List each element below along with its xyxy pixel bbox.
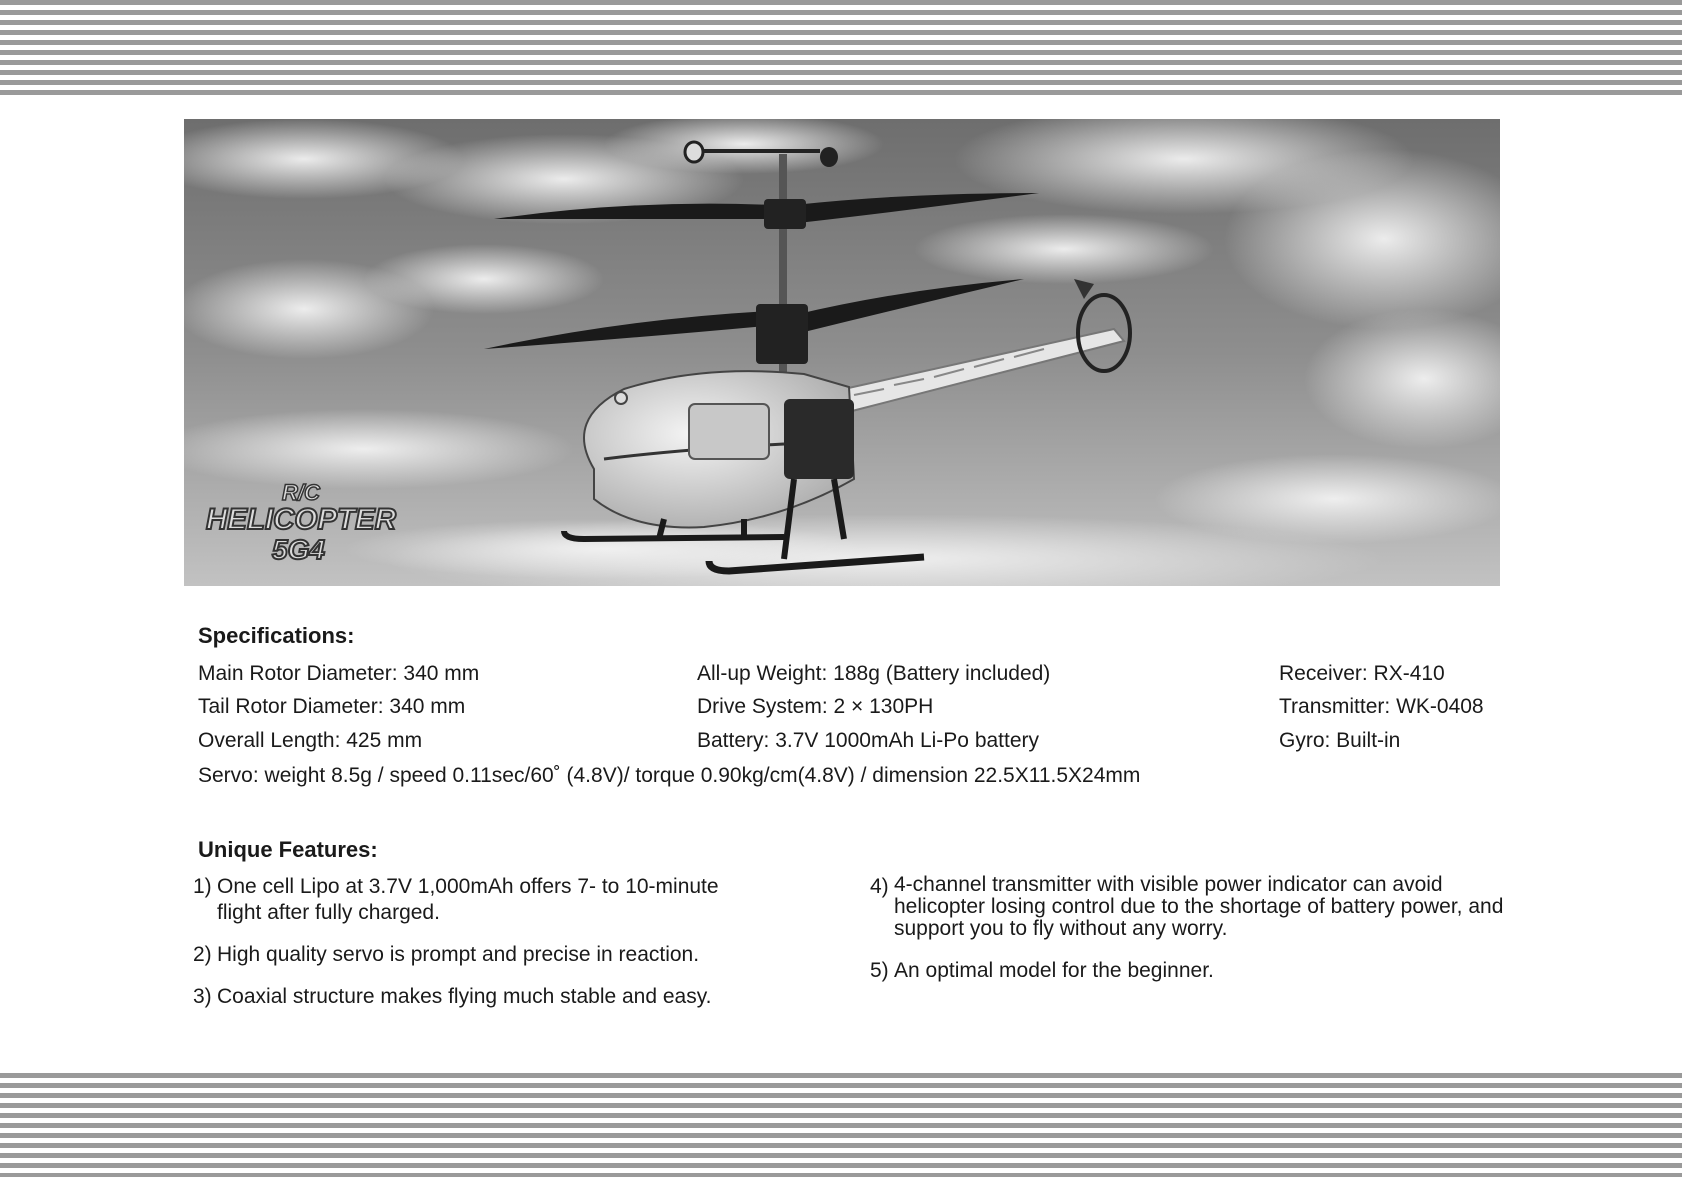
logo-word: HELICOPTER xyxy=(206,503,397,536)
feature-text: One cell Lipo at 3.7V 1,000mAh offers 7- to 10-minute flight after fully charged. xyxy=(217,875,719,924)
feature-number: 4) xyxy=(870,875,889,898)
logo-model: 5G4 xyxy=(272,534,325,565)
feature-text: 4-channel transmitter with visible power indicator can avoid helicopter losing control due to the shortage of battery power, and support you to fly without any worry. xyxy=(894,873,1504,940)
top-stripe-band xyxy=(0,0,1682,98)
spec-transmitter: Transmitter: WK-0408 xyxy=(1279,695,1484,718)
feature-item xyxy=(193,874,753,930)
feature-item xyxy=(193,984,753,1012)
spec-servo: Servo: weight 8.5g / speed 0.11sec/60˚ (4.8V)/ torque 0.90kg/cm(4.8V) / dimension 22.5X11.5X24mm xyxy=(198,764,1141,787)
spec-drive-system: Drive System: 2 × 130PH xyxy=(697,695,934,718)
bottom-stripe-band xyxy=(0,1073,1682,1177)
feature-number: 2) xyxy=(193,943,212,966)
feature-number: 1) xyxy=(193,875,212,898)
feature-number: 3) xyxy=(193,985,212,1008)
spec-tail-rotor-diameter: Tail Rotor Diameter: 340 mm xyxy=(198,695,466,718)
hero-image xyxy=(184,119,1500,586)
spec-gyro: Gyro: Built-in xyxy=(1279,729,1401,752)
helicopter-photo xyxy=(184,119,1500,586)
feature-text: An optimal model for the beginner. xyxy=(894,959,1214,982)
feature-text: Coaxial structure makes flying much stable and easy. xyxy=(217,985,712,1008)
specifications-heading: Specifications: xyxy=(198,623,355,648)
feature-text: High quality servo is prompt and precise in reaction. xyxy=(217,943,700,966)
feature-item xyxy=(870,874,1510,956)
spec-all-up-weight: All-up Weight: 188g (Battery included) xyxy=(697,662,1051,685)
logo-badge: R/C xyxy=(282,480,320,505)
feature-item xyxy=(193,942,753,970)
spec-overall-length: Overall Length: 425 mm xyxy=(198,729,423,752)
spec-battery: Battery: 3.7V 1000mAh Li-Po battery xyxy=(697,729,1040,752)
spec-main-rotor-diameter: Main Rotor Diameter: 340 mm xyxy=(198,662,480,685)
feature-item xyxy=(870,958,1510,986)
feature-number: 5) xyxy=(870,959,889,982)
spec-receiver: Receiver: RX-410 xyxy=(1279,662,1445,685)
features-heading: Unique Features: xyxy=(198,837,378,862)
